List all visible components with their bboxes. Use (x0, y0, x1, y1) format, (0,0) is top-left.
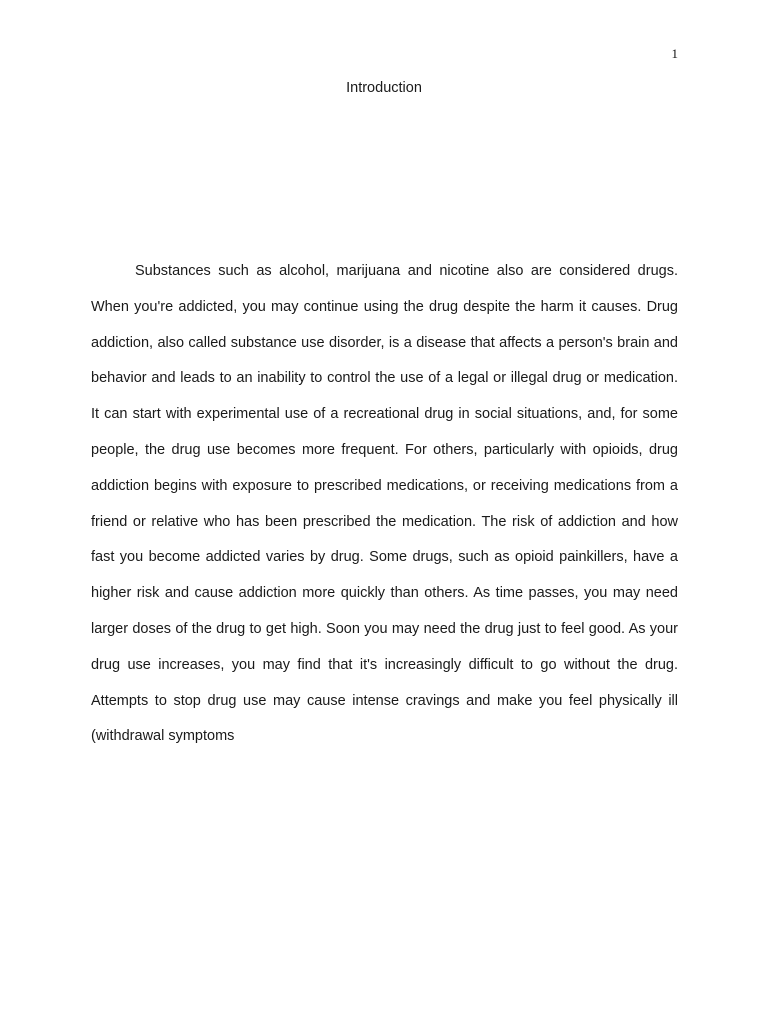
page-number: 1 (671, 46, 678, 61)
section-heading: Introduction (346, 80, 422, 96)
body-paragraph: Substances such as alcohol, marijuana and nicotine also are considered drugs. When you're addicted, you may continue using the drug despite the harm it causes. Drug addiction, also called substance use disorder, is a disease that affects a person's brain and behavior and leads to an inability to control the use of a legal or illegal drug or medication. It can start with experimental use of a recreational drug in social situations, and, for some people, the drug use becomes more frequent. For others, particularly with opioids, drug addiction begins with exposure to prescribed medications, or receiving medications from a friend or relative who has been prescribed the medication. The risk of addiction and how fast you become addicted varies by drug. Some drugs, such as opioid painkillers, have a higher risk and cause addiction more quickly than others. As time passes, you may need larger doses of the drug to get high. Soon you may need the drug just to feel good. As your drug use increases, you may find that it's increasingly difficult to go without the drug. Attempts to stop drug use may cause intense cravings and make you feel physically ill (withdrawal symptoms (91, 263, 678, 745)
